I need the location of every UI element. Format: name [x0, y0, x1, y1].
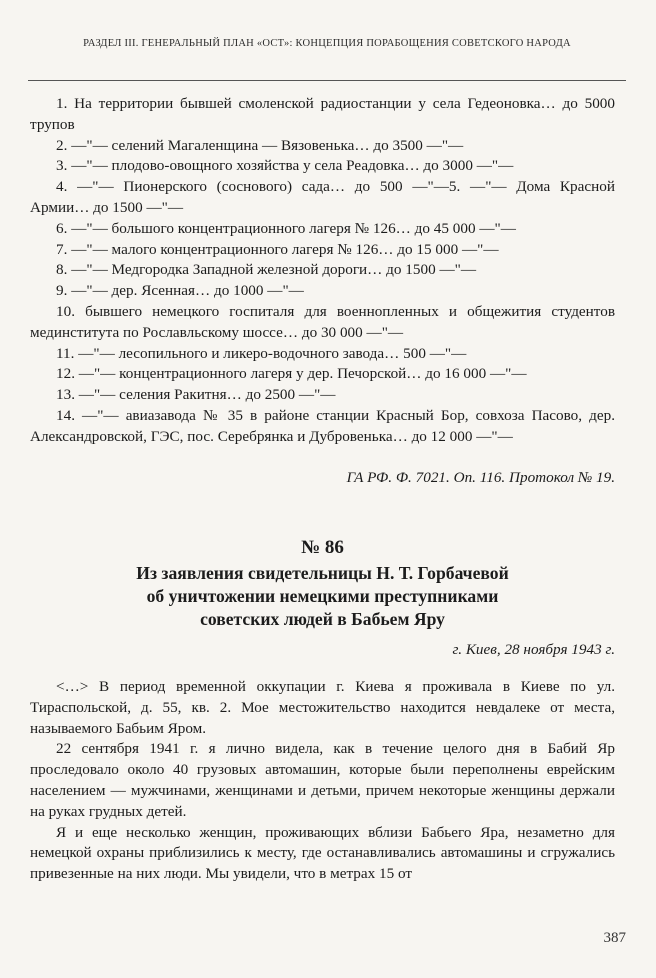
document-date: г. Киев, 28 ноября 1943 г.: [452, 641, 615, 659]
list-item: 8. —"— Медгородка Западной железной дороги… до 1500 —"—: [56, 261, 477, 279]
list-item: 6. —"— большого концентрационного лагеря № 126… до 45 000 —"—: [56, 219, 516, 237]
document-title-line: об уничтожении немецкими преступниками: [146, 585, 499, 606]
page-body: [30, 94, 615, 885]
list-item: 1. На территории бывшей смоленской радиостанции у села Гедеоновка… до 5000 трупов: [30, 95, 615, 133]
document-title: [30, 562, 615, 630]
archive-source: ГА РФ. Ф. 7021. Оп. 116. Протокол № 19.: [346, 468, 615, 486]
document-title-line: советских людей в Бабьем Яру: [200, 608, 445, 629]
header-rule: [28, 80, 626, 81]
list-item: 10. бывшего немецкого госпиталя для военнопленных и общежития студентов мединститута по Рославльскому шоссе… до 30 000 —"—: [30, 302, 615, 341]
list-item: 11. —"— лесопильного и ликеро-водочного завода… 500 —"—: [56, 344, 467, 362]
paragraph: Я и еще несколько женщин, проживающих вблизи Бабьего Яра, незаметно для немецкой охраны приблизились к месту, где останавливались автомашины и сгружались привезенные на них люди. Мы увидели, что в метрах 15 от: [30, 823, 615, 883]
list-item: 12. —"— концентрационного лагеря у дер. Печорской… до 16 000 —"—: [56, 365, 527, 383]
list-item: 2. —"— селений Магаленщина — Вязовенька… до 3500 —"—: [56, 136, 464, 154]
list-item: 4. —"— Пионерского (соснового) сада… до 500 —"—5. —"— Дома Красной Армии… до 1500 —"—: [30, 178, 615, 216]
burial-site-list: [30, 94, 615, 448]
testimony-text: [30, 677, 615, 885]
paragraph: 22 сентября 1941 г. я лично видела, как в течение целого дня в Бабий Яр проследовало около 40 грузовых автомашин, которые были переполнены еврейским населением — мужчинами, женщинами и детьми, причем некоторые женщины держали на руках грудных детей.: [30, 740, 615, 820]
document-title-line: Из заявления свидетельницы Н. Т. Горбачевой: [136, 563, 509, 584]
list-item: 3. —"— плодово-овощного хозяйства у села Реадовка… до 3000 —"—: [56, 157, 514, 175]
list-item: 13. —"— селения Ракитня… до 2500 —"—: [56, 386, 336, 404]
paragraph: <…> В период временной оккупации г. Киева я проживала в Киеве по ул. Тираспольской, д. 55, кв. 2. Мое местожительство находится невдалеке от места, называемого Бабьим Яром.: [30, 677, 615, 737]
running-head: РАЗДЕЛ III. ГЕНЕРАЛЬНЫЙ ПЛАН «ОСТ»: КОНЦЕПЦИЯ ПОРАБОЩЕНИЯ СОВЕТСКОГО НАРОДА: [83, 38, 571, 49]
page-number: 387: [603, 930, 626, 946]
list-item: 14. —"— авиазавода № 35 в районе станции Красный Бор, совхоза Пасово, дер. Александровской, ГЭС, пос. Серебрянка и Дубровенька… до 12 000 —"—: [30, 406, 615, 445]
document-number: № 86: [301, 537, 344, 559]
list-item: 9. —"— дер. Ясенная… до 1000 —"—: [56, 282, 304, 300]
list-item: 7. —"— малого концентрационного лагеря № 126… до 15 000 —"—: [56, 240, 499, 258]
